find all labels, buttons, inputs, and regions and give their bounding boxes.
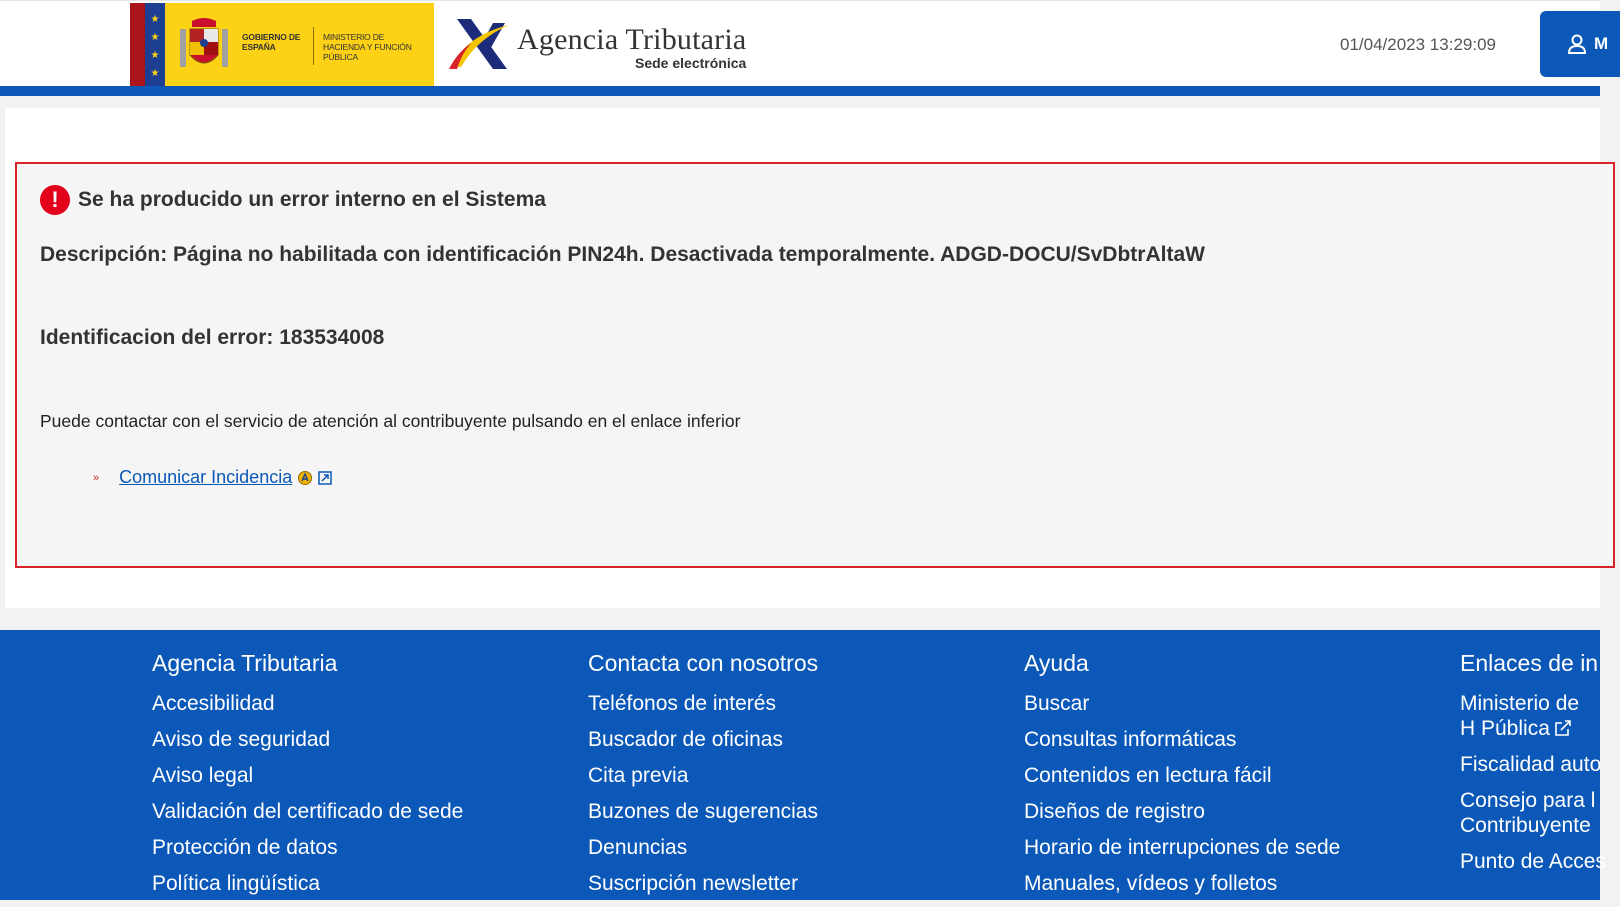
footer-link[interactable]: Fiscalidad auto <box>1460 753 1602 776</box>
footer-link[interactable]: Teléfonos de interés <box>588 692 776 715</box>
error-description: Descripción: Página no habilitada con identificación PIN24h. Desactivada temporalmente. ADGD-DOCU/SvDbtrAltaW <box>40 243 1205 266</box>
external-link-icon <box>1554 719 1572 737</box>
agency-subtitle: Sede electrónica <box>635 55 747 71</box>
footer-column-contacta <box>588 650 818 907</box>
ministry-logo-text: MINISTERIO DE HACIENDA Y FUNCIÓN PÚBLICA <box>323 32 412 62</box>
footer-link[interactable]: Contenidos en lectura fácil <box>1024 764 1272 787</box>
bullet-arrow-icon: » <box>93 471 100 484</box>
header-accent-bar <box>0 86 1600 96</box>
footer-link[interactable]: Validación del certificado de sede <box>152 800 464 823</box>
footer-column-agencia <box>152 650 463 907</box>
spain-flag-stripe <box>130 3 145 87</box>
site-footer <box>0 630 1606 900</box>
footer-heading: Contacta con nosotros <box>588 650 819 676</box>
government-logo-text: GOBIERNO DE ESPAÑA <box>242 32 301 52</box>
error-title: Se ha producido un error interno en el Sistema <box>78 188 546 211</box>
coat-of-arms-icon <box>176 15 232 75</box>
footer-link[interactable]: Consejo para l Contribuyente <box>1460 789 1596 837</box>
footer-column-enlaces <box>1460 650 1606 885</box>
government-logo[interactable] <box>130 3 434 87</box>
logo-divider <box>313 27 314 65</box>
footer-heading: Agencia Tributaria <box>152 650 338 676</box>
incidence-link-row <box>93 467 332 488</box>
error-exclamation-icon: ! <box>40 185 70 215</box>
footer-link[interactable]: Política lingüística <box>152 872 321 895</box>
error-panel <box>15 162 1615 568</box>
open-new-window-icon <box>318 471 332 485</box>
footer-link[interactable]: Denuncias <box>588 836 688 859</box>
footer-link[interactable]: Suscripción newsletter <box>588 872 799 895</box>
footer-link-label: Ministerio de H Pública <box>1460 692 1580 740</box>
footer-link[interactable]: Punto de Acces <box>1460 850 1606 873</box>
site-header <box>0 0 1609 87</box>
agency-title[interactable]: Agencia Tributaria <box>517 23 747 56</box>
error-identifier: Identificacion del error: 183534008 <box>40 326 385 349</box>
report-incident-link[interactable]: Comunicar Incidencia <box>119 467 293 487</box>
footer-heading: Enlaces de in <box>1460 650 1599 676</box>
footer-link[interactable]: Manuales, vídeos y folletos <box>1024 872 1278 895</box>
footer-link[interactable]: Horario de interrupciones de sede <box>1024 836 1341 859</box>
footer-heading: Ayuda <box>1024 650 1089 676</box>
user-button-label: M <box>1594 34 1609 53</box>
footer-link[interactable]: Accesibilidad <box>152 692 275 715</box>
footer-link[interactable]: Protección de datos <box>152 836 338 859</box>
footer-link[interactable] <box>1460 691 1600 741</box>
footer-link[interactable]: Buzones de sugerencias <box>588 800 818 823</box>
user-login-button[interactable] <box>1540 11 1620 77</box>
current-datetime: 01/04/2023 13:29:09 <box>1340 35 1496 54</box>
footer-link[interactable]: Buscar <box>1024 692 1090 715</box>
footer-link[interactable]: Consultas informáticas <box>1024 728 1237 751</box>
eu-stars-icon: ★ ★ ★ ★ <box>150 14 160 79</box>
user-icon <box>1566 33 1588 55</box>
footer-link[interactable]: Buscador de oficinas <box>588 728 783 751</box>
error-help-text: Puede contactar con el servicio de atención al contribuyente pulsando en el enlace inferior <box>40 411 741 431</box>
footer-link[interactable]: Aviso de seguridad <box>152 728 331 751</box>
certificate-required-icon <box>298 471 312 485</box>
footer-link[interactable]: Diseños de registro <box>1024 800 1205 823</box>
footer-column-ayuda <box>1024 650 1340 907</box>
agencia-tributaria-logo-icon[interactable] <box>447 15 511 73</box>
footer-link[interactable]: Cita previa <box>588 764 689 787</box>
footer-link[interactable]: Aviso legal <box>152 764 254 787</box>
